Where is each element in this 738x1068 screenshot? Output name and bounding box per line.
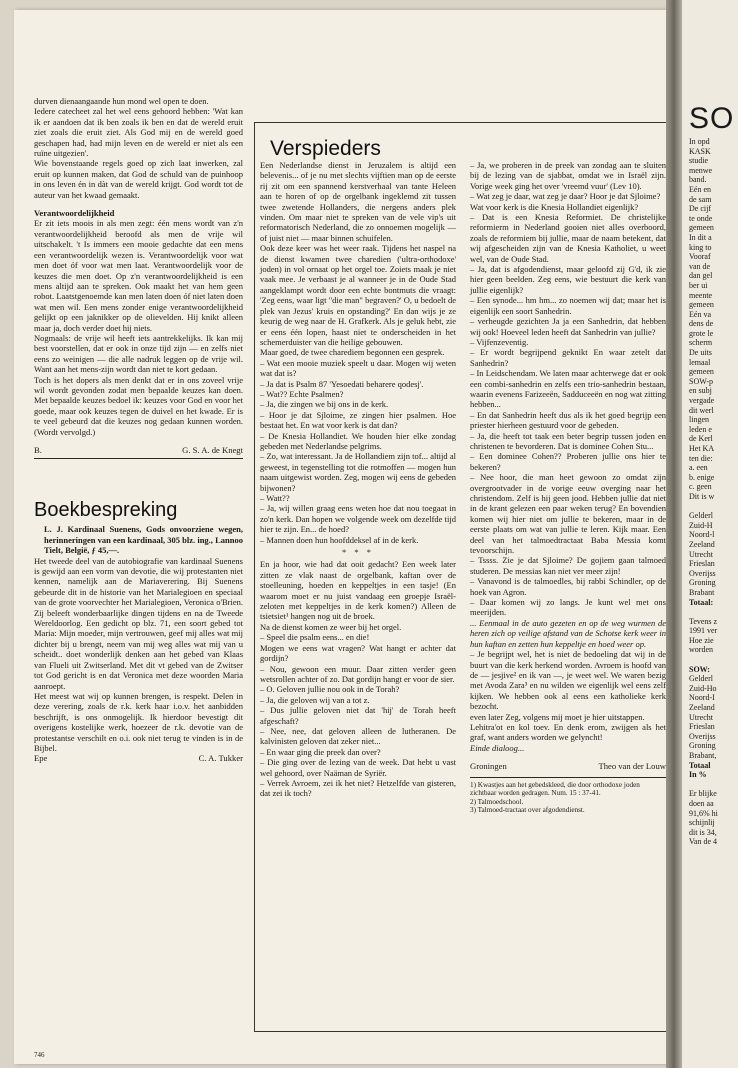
right-page-line bbox=[689, 502, 738, 512]
signature-place: Groningen bbox=[470, 761, 507, 772]
signature-initial: B. bbox=[34, 445, 42, 455]
page-number: 746 bbox=[34, 1051, 45, 1059]
right-page-line: Utrecht bbox=[689, 549, 713, 559]
right-page-line: en subj bbox=[689, 386, 712, 396]
column-3 bbox=[470, 160, 666, 815]
column-1 bbox=[34, 96, 243, 764]
right-page-line: Brabant bbox=[689, 587, 715, 597]
footnote-3: 3) Talmoed-tractaat over afgodendienst. bbox=[470, 806, 585, 815]
dialogue-line: – O. Geloven jullie nou ook in de Torah? bbox=[260, 684, 400, 695]
footnote-rule bbox=[470, 777, 666, 778]
right-page-line: Zeeland bbox=[689, 539, 715, 549]
dialogue-line: – Ja, die zingen we bij ons in de kerk. bbox=[260, 399, 389, 410]
dialogue-line: – In Leidschendam. We laten maar achterwege dat er ook een combi-sanhedrin en zelfs een trio-sanhedrin bestaan, waarin evenens Farizeeën, Sadduceeën en nog wat zitting hebben... bbox=[470, 368, 666, 410]
right-page-line: SOW: bbox=[689, 664, 710, 674]
article-paragraph: Ook deze keer was het weer raak. Tijdens het naspel na de dienst kwamen twee charedien ('ultra-orthodoxe' joden) in vol ornaat op het orgel toe. Zoiets maak je niet vaak mee. Je verbaast je al wanneer je in de Oude Stad aangeklampt wordt door een echte bontmuts die vraagt: 'Zeg eens, waar ligt "die man" begraven?' O, u bedoelt de plek van Jezus' kruis en opstanding?' En dan wijs je ze keurig de weg naar de H. Grafkerk. Als je geluk hebt, zie er eens één lopen, haast niet te onderscheiden in het schemerduister van die heilige gebouwen. bbox=[260, 243, 456, 347]
article-paragraph: Maar goed, de twee charediem begonnen een gesprek. bbox=[260, 347, 445, 358]
dialogue-line: – Zo, wat interessant. Ja de Hollandiem zijn tof... altijd al geweest, in tegenstelling tot die rotmoffen — mogen hun naam uitgewist worden. Zeg, mogen wij eens de gebeden bijwonen? bbox=[260, 451, 456, 493]
dialogue-line: – Nou, gewoon een muur. Daar zitten verder geen wetsrollen achter of zo. Dat gordijn hangt er voor de sier. bbox=[260, 663, 456, 684]
right-page-line: De cijf bbox=[689, 204, 711, 214]
right-page-line: Brabant, bbox=[689, 751, 717, 760]
dialogue-line: – Er wordt begrijpend geknikt En waar zetelt dat Sanhedrin? bbox=[470, 347, 666, 368]
dialogue-line: – Een synode... hm hm... zo noemen wij dat; maar het is eigenlijk een soort Sanhedrin. bbox=[470, 295, 666, 316]
right-page-line: scherm bbox=[689, 338, 713, 348]
right-page-line: 1991 ver bbox=[689, 626, 718, 636]
dialogue-line: – De Knesia Hollandiet. We houden hier elke zondag gebeden met Nederlandse pelgrims. bbox=[260, 430, 456, 451]
right-page-line: van de bbox=[689, 261, 711, 271]
dialogue-line: – Nee, nee, dat geloven alleen de lutheranen. De kalvinisten geloven dat zeker niet... bbox=[260, 725, 456, 747]
subheading-verantwoordelijkheid: Verantwoordelijkheid bbox=[34, 208, 115, 219]
right-page-line: menwe bbox=[689, 165, 713, 175]
right-page-line: Het KA bbox=[689, 444, 715, 453]
right-page-line: In % bbox=[689, 770, 707, 780]
footnote-1: 1) Kwastjes aan het gebedskleed, die door orthodoxe joden zichtbaar worden gedragen. Num. 15 : 37-41. bbox=[470, 780, 640, 798]
right-page-line: schijnlij bbox=[689, 818, 715, 828]
right-page-line: In opd bbox=[689, 137, 710, 146]
right-page-line: worden bbox=[689, 645, 713, 655]
dialogue-line: – Speel die psalm eens... en die! bbox=[260, 632, 370, 643]
right-page-line: SOW-p bbox=[689, 376, 713, 386]
article-title: Verspieders bbox=[270, 137, 381, 160]
right-page-line: ten die: bbox=[689, 453, 713, 463]
review-bibliography: L. J. Kardinaal Suenens, Gods onvoorziene wegen, herinneringen van een kardinaal, 305 blz. ing., Lannoo Tielt, België, ƒ 45,—. bbox=[44, 524, 243, 556]
dialogue-line: – Mannen doen hun hoofddeksel af in de kerk. bbox=[260, 534, 419, 545]
right-page-line: de sam bbox=[689, 194, 712, 204]
dialogue-line: – Ja dat is Psalm 87 'Yesoedati beharere qodesj'. bbox=[260, 378, 424, 389]
review-heading: Boekbespreking bbox=[34, 499, 178, 522]
right-page-line: lemaal bbox=[689, 357, 711, 367]
review-place: Epe bbox=[34, 753, 48, 764]
right-page-title: SO bbox=[689, 102, 735, 135]
right-page-line: meente bbox=[689, 290, 713, 300]
right-page-line: Zeeland bbox=[689, 703, 715, 713]
review-paragraph-2: Het meest wat wij op kunnen brengen, is respekt. Delen in deze verering, zoals de r.k. kerk haar i.o.v. het aanbidden beschrijft, is ons onmogelijk. Ik hierdoor bevestigt dit overigens kostelijke werk, hoezeer de r.k. devotie van de protestantse verschilt en o.i. ook niet terug te vinden is in de Bijbel. bbox=[34, 690, 243, 753]
right-page-line: dit is 34, bbox=[689, 827, 717, 837]
magazine-page-right bbox=[682, 0, 738, 1068]
right-page-line: b. enige bbox=[689, 472, 715, 482]
right-page-line: Groning bbox=[689, 741, 716, 751]
right-page-line: studie bbox=[689, 156, 709, 166]
right-page-line: de Kerl bbox=[689, 434, 713, 444]
right-page-line: lingen bbox=[689, 415, 709, 425]
right-page-line: Tevens z bbox=[689, 616, 718, 626]
dialogue-line: – Ja, wij willen graag eens weten hoe dat nou toegaat in zo'n kerk. Dan hopen we volgende week om dezelfde tijd hier te zijn. En... de hoed? bbox=[260, 503, 456, 535]
right-page-line: De uits bbox=[689, 348, 712, 358]
dialogue-line: – Dus jullie geloven niet dat 'hij' de Torah heeft afgeschaft? bbox=[260, 705, 456, 726]
right-page-line: Van de 4 bbox=[689, 837, 717, 847]
dialogue-line: Wat voor kerk is die Knesia Hollandiet eigenlijk? bbox=[470, 201, 639, 212]
dialogue-line: – Vijfenzeventig. bbox=[470, 336, 529, 347]
body-paragraph-2: Nogmaals: de vrije wil heeft iets aantrekkelijks. Ik kan mij best voorstellen, dat er ook in onze tijd zijn — en zelfs niet eens zo weinigen — die alle nadruk leggen op de vrije wil. Want aan het mens-zijn wordt dan niet te kort gedaan. bbox=[34, 332, 243, 375]
right-page-line bbox=[689, 655, 738, 665]
right-page-line: KASK bbox=[689, 146, 711, 156]
right-page-line: Totaal: bbox=[689, 597, 714, 607]
right-page-line: Groning bbox=[689, 578, 716, 588]
right-page-line: Eén va bbox=[689, 309, 711, 319]
right-page-line: gemeen bbox=[689, 300, 714, 310]
section-separator: * * * bbox=[342, 547, 374, 558]
right-page-line: vergade bbox=[689, 396, 715, 406]
book-gutter bbox=[666, 0, 682, 1068]
right-page-line: leden e bbox=[689, 424, 712, 434]
right-page-line: Er blijke bbox=[689, 789, 717, 799]
dialogue-line: – Watt?? bbox=[260, 493, 290, 503]
dialogue-line: – Verrek Avroem, zei ik het niet? Hetzelfde van gisteren, dat zei ik toch? bbox=[260, 777, 456, 799]
review-author: C. A. Tukker bbox=[198, 753, 243, 764]
magazine-page-left bbox=[14, 10, 666, 1064]
right-page-line: Eén en bbox=[689, 184, 711, 194]
right-page-line: Gelderl bbox=[689, 511, 713, 521]
right-page-line: Vooraf bbox=[689, 252, 711, 262]
dialogue-line: ... Eenmaal in de auto gezeten en op de weg wurmen de heren zich op veilige afstand van de Schotse kerk weer in hun kaftan en zetten hun keppeltje en hoed weer op. bbox=[470, 617, 666, 649]
column-2 bbox=[260, 160, 456, 799]
dialogue-line: – verheugde gezichten Ja ja een Sanhedrin, dat hebben wij ook! Hoeveel leden heeft dat Sanhedrin van jullie? bbox=[470, 316, 666, 337]
intro-paragraph-3: Wie bovenstaande regels goed op zich laat inwerken, zal eruit op kunnen maken, dat God de schuld van de puinhoop in ons leven én in dàt van de wereld krijgt. God wordt tot de auteur van het kwaad gemaakt. bbox=[34, 158, 243, 200]
dialogue-line: – Die ging over de lezing van de week. Dat hebt u vast wel gehoord, over Naäman de Syriër. bbox=[260, 757, 456, 778]
article-signature bbox=[34, 445, 243, 455]
dialogue-line: – Ja, die heeft tot taak een beter begrip tussen joden en christenen te bevorderen. Dat is dominee Cohen Stu... bbox=[470, 430, 666, 451]
right-page-line: te onde bbox=[689, 213, 713, 223]
article-paragraph: Een Nederlandse dienst in Jeruzalem is altijd een belevenis... of je nu met slechts vijftien man op de eerste rij zit om een spannend kerstverhaal van tante Heleen aan te horen of op de orgelbank ingeklemd zit tussen twee zwetende Hollanders, die nergens anders plek vinden. Om maar niet te spreken van de vele vip's uit reformatorisch Nederland, die zo onnoemen mogelijk — of juist niet — maar binnen schuifelen. bbox=[260, 160, 456, 243]
dialogue-line: – Nee hoor, die man heet gewoon zo omdat zijn overgrootvader in de vorige eeuw overging naar het christendom. Zelf is hij geen jood. Hebben jullie dat niet in de krant gelezen een paar weken terug? En bovendien komen wij hier niet om jullie te bekeren, maar in de eerste plaats om wat van jullie te leren. Kijk maar. Een deel van het talmoedtractaat Baba Messia komt tevoorschijn. bbox=[470, 472, 666, 556]
intro-paragraph-2: Iedere catecheet zal het wel eens gehoord hebben: 'Wat kan ik er aandoen dat ik ben zoals ik ben en dat de wereld eruit ziet zoals die eruit ziet. Als God mij en de wereld goed geschapen had, had mijn leven en de wereld er niet als een ruïne uitgezien'. bbox=[34, 106, 243, 159]
dialogue-line: – En waar ging die preek dan over? bbox=[260, 746, 381, 757]
right-page-line: Noord-I bbox=[689, 693, 715, 703]
right-page-line: c. geen bbox=[689, 482, 712, 492]
right-page-line: ber ui bbox=[689, 280, 708, 290]
body-paragraph-3: Toch is het dopers als men denkt dat er in ons zoveel vrije wil wordt gevonden zodat men bepaalde keuzes kan doen. Met bepaalde keuzes bedoel ik: keuzes voor God en voor het goede, maar ook keuzes tegen de duivel en het kwade. Er is te veel gebeurd dat die keuzes nog gedaan kunnen worden. (Wordt vervolgd.) bbox=[34, 374, 243, 437]
article-signature-verspieders bbox=[470, 761, 666, 771]
right-page-line bbox=[689, 607, 738, 617]
right-page-line: a. een bbox=[689, 463, 708, 473]
right-page-line: Overijss bbox=[689, 568, 716, 578]
right-page-line: 91,6% hi bbox=[689, 808, 718, 818]
right-page-line: dan gel bbox=[689, 271, 713, 281]
review-signature bbox=[34, 753, 243, 763]
right-page-text bbox=[689, 137, 738, 847]
right-page-line: Zuid-Ho bbox=[689, 683, 717, 693]
dialogue-line: – Tssss. Zie je dat Sjloime? De gojiem gaan talmoed studeren. De messias kan niet ver meer zijn! bbox=[470, 555, 666, 576]
review-paragraph-1: Het tweede deel van de autobiografie van kardinaal Suenens is gewijd aan een vorm van devotie, die wij protestanten niet kennen, namelijk aan de Mariaverering. Bij Suenens gebeurde dit in de historie van het Marialegioen en speciaal van de grote voorvechter het Marialegioen, Veronica o'Brien. Zij beleeft wonderbaarlijke dingen tijdens en na de Tweede Wereldoorlog. Een gedicht op blz. 71, een soort gebed tot Maria: Mijn moeder, mijn vertrouwen, geef mij alles wat mij dichter bij u brengt, neem van mij weg alles wat mij van u scheidt.. doet wonderlijk denken aan het gebed van Klaas van Flueli uit Zwitserland. Met dit vt gebed van de Zwitser tot God gericht is en dat Veronica met deze woorden Maria aanroept. bbox=[34, 555, 243, 691]
dialogue-line: even later Zeg, volgens mij moet je hier uitstappen. bbox=[470, 711, 645, 722]
body-paragraph-1: Er zit iets moois in als men zegt: één mens wordt van z'n verantwoordelijkheid beroofd als men de vrije wil uitschakelt. 't Is immers een mooie gedachte dat een mens een verantwoordelijk wezen is. Verantwoordelijk voor wat men doet óf voor wat men laat. Verantwoordelijk voor de keuzes die men doet. Op z'n verantwoordelijkheid is een mens altijd aan te spreken. Ook maakt het van hem geen robot. Laatstgenoemde kan men laten doen óf niet laten doen wat men wil. Een mens zonder enige verantwoordelijkheid gelijkt op een jaknikker op de olievelden. Hij knikt alleen maar ja, doch verder doet hij niets. bbox=[34, 218, 243, 333]
dialogue-line: – Een dominee Cohen?? Proberen jullie ons hier te bekeren? bbox=[470, 451, 666, 472]
right-page-line: Utrecht bbox=[689, 712, 713, 722]
article-paragraph: En ja hoor, wie had dat ooit gedacht? Een week later zitten ze vlak naast de orgelbank, kaftan over de stoelleuning, hoeden en keppeltjes in een tasje! (En waarom moet er nu juist vandaag een groepje Israël-zeloten met keppeltjes in de kerk komen?) Alleen de tsietsiet¹ hangen nog uit de broek. bbox=[260, 559, 456, 622]
right-page-line: In dit a bbox=[689, 232, 712, 242]
right-page-line: Totaal bbox=[689, 760, 711, 770]
dialogue-line: – Wat een mooie muziek speelt u daar. Mogen wij weten wat dat is? bbox=[260, 357, 456, 379]
right-page-line: grote le bbox=[689, 328, 714, 338]
right-page-line: king to bbox=[689, 242, 712, 252]
right-page-line: doen aa bbox=[689, 798, 714, 808]
dialogue-line: – En dat Sanhedrin heeft dus als ik het goed begrijp een priester hierheen gestuurd voor de gebeden. bbox=[470, 409, 666, 431]
right-page-line: Frieslan bbox=[689, 559, 715, 569]
dialogue-line: – Dat is een Knesia Reformiet. De christelijke reformierm in Nederland gooien niet alles overboord, zoals de reformiem bij jullie, maar de naam betekent, dat wij afgescheiden zijn van de Knesia Katholiet, u weet wel, van de Oude Stad. bbox=[470, 212, 666, 264]
right-page-line: Dit is w bbox=[689, 491, 715, 501]
article-paragraph: Na de dienst komen ze weer bij het orgel. bbox=[260, 621, 402, 632]
dialogue-line: – Ja, dat is afgodendienst, maar geloofd zij G'd, ik zie hier geen beelden. Zeg eens, wie bestuurt die kerk van jullie eigenlijk? bbox=[470, 264, 666, 295]
dialogue-line: – Wat?? Echte Psalmen? bbox=[260, 388, 344, 399]
dialogue-line: Mogen we eens wat vragen? Wat hangt er achter dat gordijn? bbox=[260, 642, 456, 664]
dialogue-line: Lehitra'ot en kol toev. En denk erom, zwijgen als het graf, want anders worden we gelyncht! bbox=[470, 721, 666, 743]
signature-author: Theo van der Louw bbox=[598, 761, 666, 772]
right-page-line: Noord-l bbox=[689, 530, 715, 540]
right-page-line: Gelderl bbox=[689, 674, 713, 684]
dialogue-line: – Daar komen wij zo langs. Je kunt wel met ons meerijden. bbox=[470, 597, 666, 618]
dialogue-line: – Vanavond is de talmoedles, bij rabbi Schindler, op de hoek van Agron. bbox=[470, 576, 666, 597]
right-page-line bbox=[689, 780, 738, 790]
footnote-2: 2) Talmoedschool. bbox=[470, 797, 524, 806]
dialogue-end: Einde dialoog... bbox=[470, 742, 525, 753]
dialogue-line: – Ja, die geloven wij van a tot z. bbox=[260, 694, 370, 705]
signature-author: G. S. A. de Knegt bbox=[182, 445, 243, 455]
right-page-line: gemeen bbox=[689, 223, 714, 233]
right-page-line: Frieslan bbox=[689, 722, 715, 732]
right-page-line: dit werl bbox=[689, 405, 714, 415]
intro-paragraph-1: durven dienaangaande hun mond wel open te doen. bbox=[34, 96, 209, 106]
divider-rule bbox=[34, 458, 243, 459]
right-page-line: Hoe zie bbox=[689, 635, 714, 645]
right-page-line: gemeen bbox=[689, 367, 714, 377]
dialogue-line: – Wat zeg je daar, wat zeg je daar? Hoor je dat Sjloime? bbox=[470, 191, 661, 202]
dialogue-line: – Je begrijpt wel, het is niet de bedoeling dat wij in de buurt van die kerk herkend worden. Avroem is hoofd van de — jesjive² en ik van —, je weet wel. We waren bezig met Avoda Zara³ en nu wilden we eigenlijk wel eens zelf kijken. We hebben ook al eens een katholieke kerk bezocht. bbox=[470, 649, 666, 712]
right-page-line: band. bbox=[689, 175, 707, 185]
dialogue-line: – Hoor je dat Sjloime, ze zingen hier psalmen. Hoe bestaat het. En wat voor kerk is dat dan? bbox=[260, 409, 456, 431]
right-page-line: dens de bbox=[689, 319, 714, 329]
right-page-line: Overijss bbox=[689, 731, 716, 741]
right-page-line: Zuid-H bbox=[689, 520, 713, 530]
dialogue-line: – Ja, we proberen in de preek van zondag aan te sluiten bij de lezing van de sjabbat, omdat we in Israël zijn. Vorige week ging het over 'vreemd vuur' (Lev 10). bbox=[470, 160, 666, 191]
